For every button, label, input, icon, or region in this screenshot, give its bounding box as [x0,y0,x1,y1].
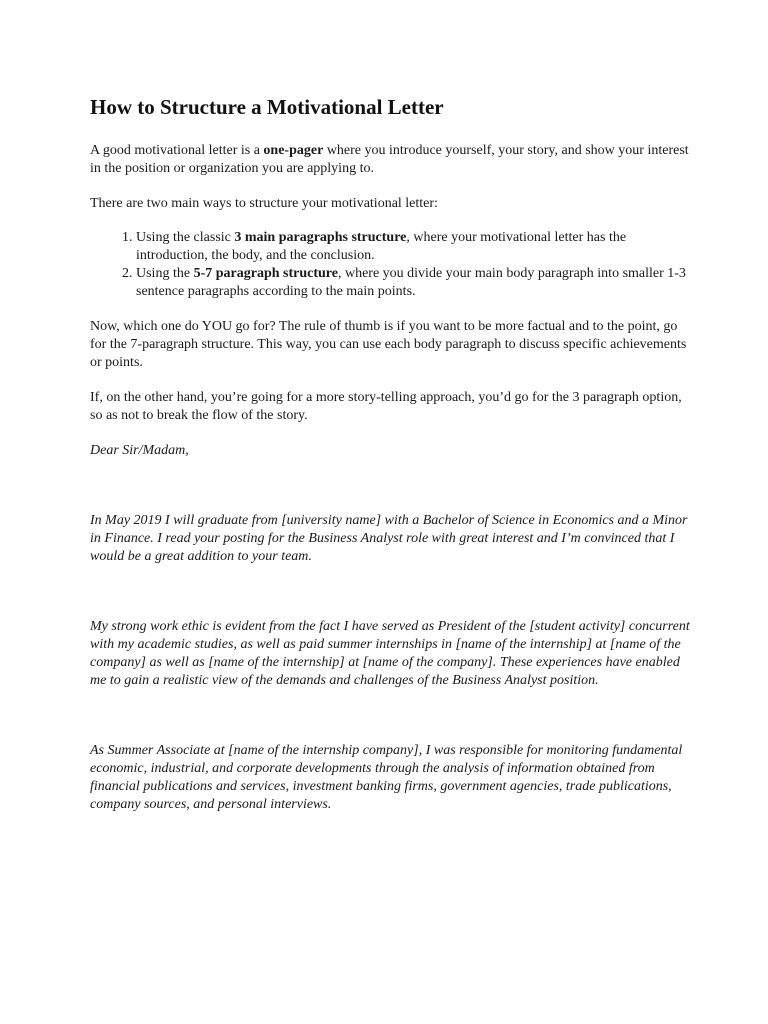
intro-text-end: where you introduce yourself, your story, and show your interest in the position or organization you are applying to. [90,143,689,176]
list-item-bold-term: 5-7 paragraph structure [193,266,338,281]
structure-list [90,229,690,301]
list-item-text-end: , where you divide your main body paragraph into smaller 1-3 sentence paragraphs according to the main points. [136,266,686,299]
intro-paragraph [90,142,690,178]
list-item [136,265,690,301]
intro-text-start: A good motivational letter is a [90,143,264,158]
list-item-text-start: Using the [136,266,194,281]
intro-bold-term: one-pager [263,143,324,158]
list-item [136,229,690,265]
document-page [90,94,690,814]
letter-paragraph-1: In May 2019 I will graduate from [university name] with a Bachelor of Science in Economics and a Minor in Finance. I read your posting for the Business Analyst role with great interest and I’m convinced that I would be a great addition to your team. [90,513,688,564]
ways-paragraph: There are two main ways to structure your motivational letter: [90,196,438,211]
list-item-bold-term: 3 main paragraphs structure [234,230,407,245]
list-item-text-start: Using the classic [136,230,235,245]
letter-paragraph-2: My strong work ethic is evident from the fact I have served as President of the [student activity] concurrent with my academic studies, as well as paid summer internships in [name of the internship] at [name of the company] as well as [name of the internship] at [name of the company]. These experiences have enabled me to gain a realistic view of the demands and challenges of the Business Analyst position. [90,619,690,688]
letter-paragraph-3: As Summer Associate at [name of the internship company], I was responsible for monitoring fundamental economic, industrial, and corporate developments through the analysis of information obtained from financial publications and services, investment banking firms, government agencies, trade publications, company sources, and personal interviews. [90,743,683,812]
story-paragraph: If, on the other hand, you’re going for a more story-telling approach, you’d go for the 3 paragraph option, so as not to break the flow of the story. [90,390,682,423]
letter-salutation: Dear Sir/Madam, [90,443,189,458]
list-item-text-end: , where your motivational letter has the introduction, the body, and the conclusion. [136,230,627,263]
page-title: How to Structure a Motivational Letter [90,95,444,119]
rule-of-thumb-paragraph: Now, which one do YOU go for? The rule of thumb is if you want to be more factual and to the point, go for the 7-paragraph structure. This way, you can use each body paragraph to discuss specific achievements or points. [90,319,687,370]
